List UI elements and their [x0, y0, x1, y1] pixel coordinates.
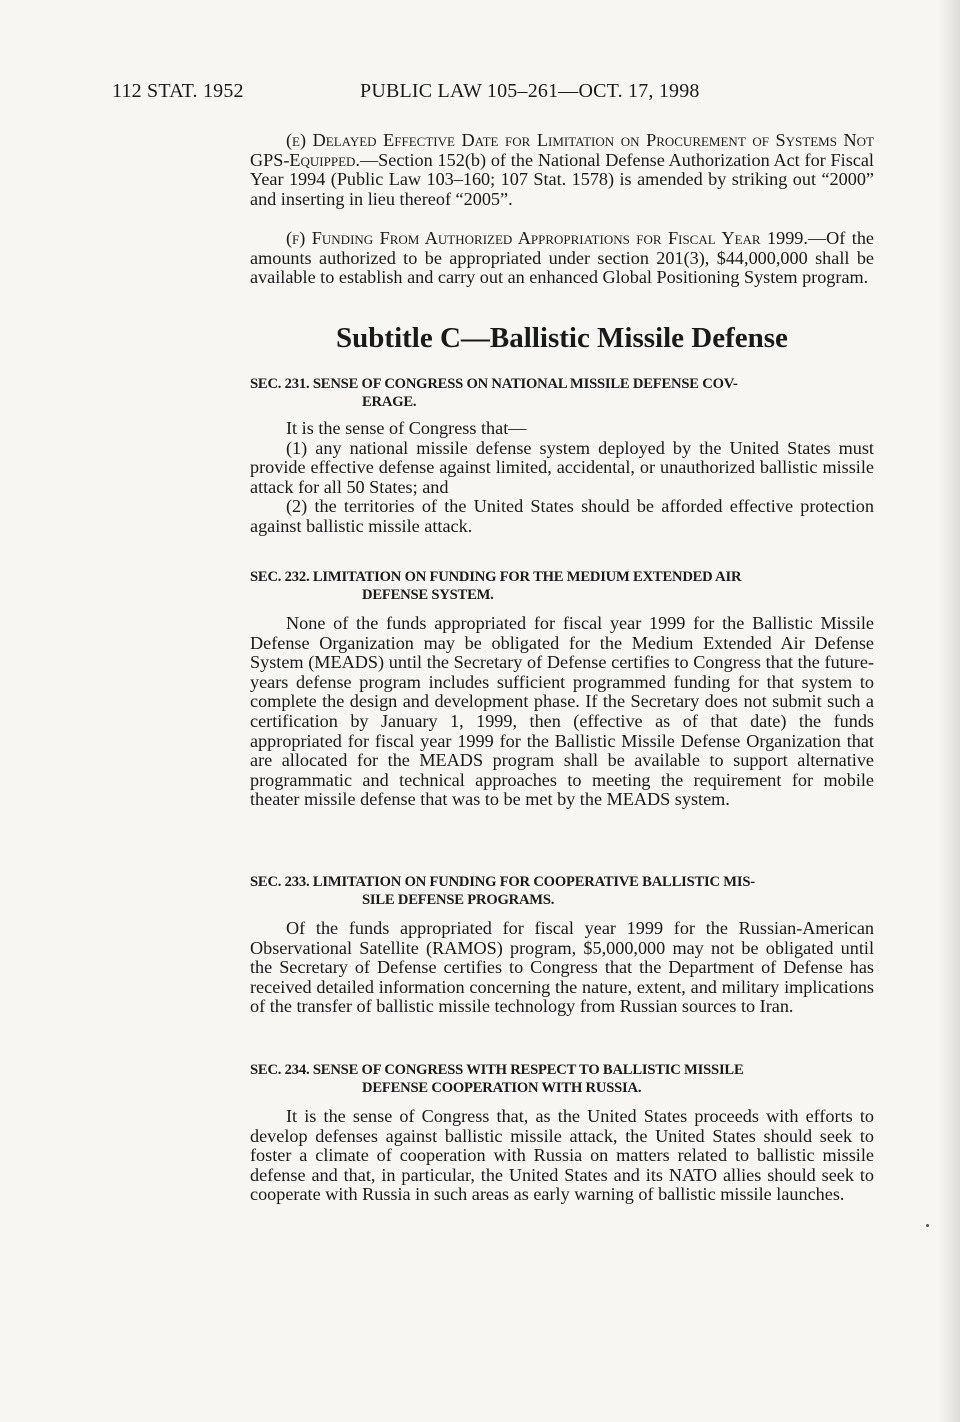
subsection-f [250, 229, 874, 288]
section-231-item-2: (2) the territories of the United States should be afforded effective protection against ballistic missile attack. [250, 496, 874, 536]
subsection-e-text: —Section 152(b) of the National Defense Authorization Act for Fiscal Year 1994 (Public Law 103–160; 107 Stat. 1578) is amended by striking out “2000” and inserting in lieu thereof “2005”. [250, 149, 874, 209]
section-232-heading: SEC. 232. LIMITATION ON FUNDING FOR THE MEDIUM EXTENDED AIR DEFENSE SYSTEM. [250, 569, 742, 603]
subsection-e-label: (e) Delayed Effective Date for Limitation on Procurement of Systems Not GPS-Equipped. [250, 130, 874, 170]
subsection-f-label: (f) Funding From Authorized Appropriations for Fiscal Year 1999. [286, 228, 808, 248]
section-234 [250, 1061, 874, 1205]
section-233-heading: SEC. 233. LIMITATION ON FUNDING FOR COOPERATIVE BALLISTIC MIS- SILE DEFENSE PROGRAMS. [250, 874, 755, 908]
scan-speck [926, 1224, 929, 1227]
header-stat-page: 112 STAT. 1952 [112, 80, 244, 102]
section-232-text: None of the funds appropriated for fiscal year 1999 for the Ballistic Missile Defense Organization may be obligated for the Medium Extended Air Defense System (MEADS) until the Secretary of Defense certifies to Congress that the future-years defense program includes sufficient programmed funding for that system to complete the design and development phase. If the Secretary does not submit such a certification by January 1, 1999, then (effective as of that date) the funds appropriated for fiscal year 1999 for the Ballistic Missile Defense Organization that are allocated for the MEADS program shall be available to support alternative programmatic and technical approaches to meeting the requirement for mobile theater missile defense that was to be met by the MEADS system. [250, 613, 874, 810]
subtitle-heading: Subtitle C—Ballistic Missile Defense [336, 322, 788, 354]
subsection-e [250, 131, 874, 209]
section-231-heading: SEC. 231. SENSE OF CONGRESS ON NATIONAL MISSILE DEFENSE COV- ERAGE. [250, 376, 738, 410]
subsection-f-text: —Of the amounts authorized to be appropriated under section 201(3), $44,000,000 shall be available to establish and carry out an enhanced Global Positioning System program. [250, 228, 874, 288]
section-233 [250, 873, 874, 1017]
section-234-text: It is the sense of Congress that, as the United States proceeds with efforts to develop defenses against ballistic missile attack, the United States should seek to foster a climate of cooperation with Russia on matters related to ballistic missile defense and that, in particular, the United States and its NATO allies should seek to cooperate with Russia in such areas as early warning of ballistic missile launches. [250, 1106, 874, 1205]
section-231 [250, 375, 874, 537]
section-231-intro: It is the sense of Congress that— [286, 418, 527, 438]
section-232 [250, 568, 874, 810]
subtitle-block [250, 322, 874, 355]
section-231-item-1: (1) any national missile defense system deployed by the United States must provide effective defense against limited, accidental, or unauthorized ballistic missile attack for all 50 States; and [250, 437, 874, 497]
section-234-heading: SEC. 234. SENSE OF CONGRESS WITH RESPECT TO BALLISTIC MISSILE DEFENSE COOPERATION WITH RUSSIA. [250, 1062, 744, 1096]
section-233-text: Of the funds appropriated for fiscal year 1999 for the Russian-American Observational Satellite (RAMOS) program, $5,000,000 may not be obligated until the Secretary of Defense certifies to Congress that the Department of Defense has received detailed information concerning the nature, extent, and military implications of the transfer of ballistic missile technology from Russian sources to Iran. [250, 918, 874, 1017]
header-law-date: PUBLIC LAW 105–261—OCT. 17, 1998 [360, 80, 700, 102]
page-edge-shadow [938, 0, 960, 1422]
